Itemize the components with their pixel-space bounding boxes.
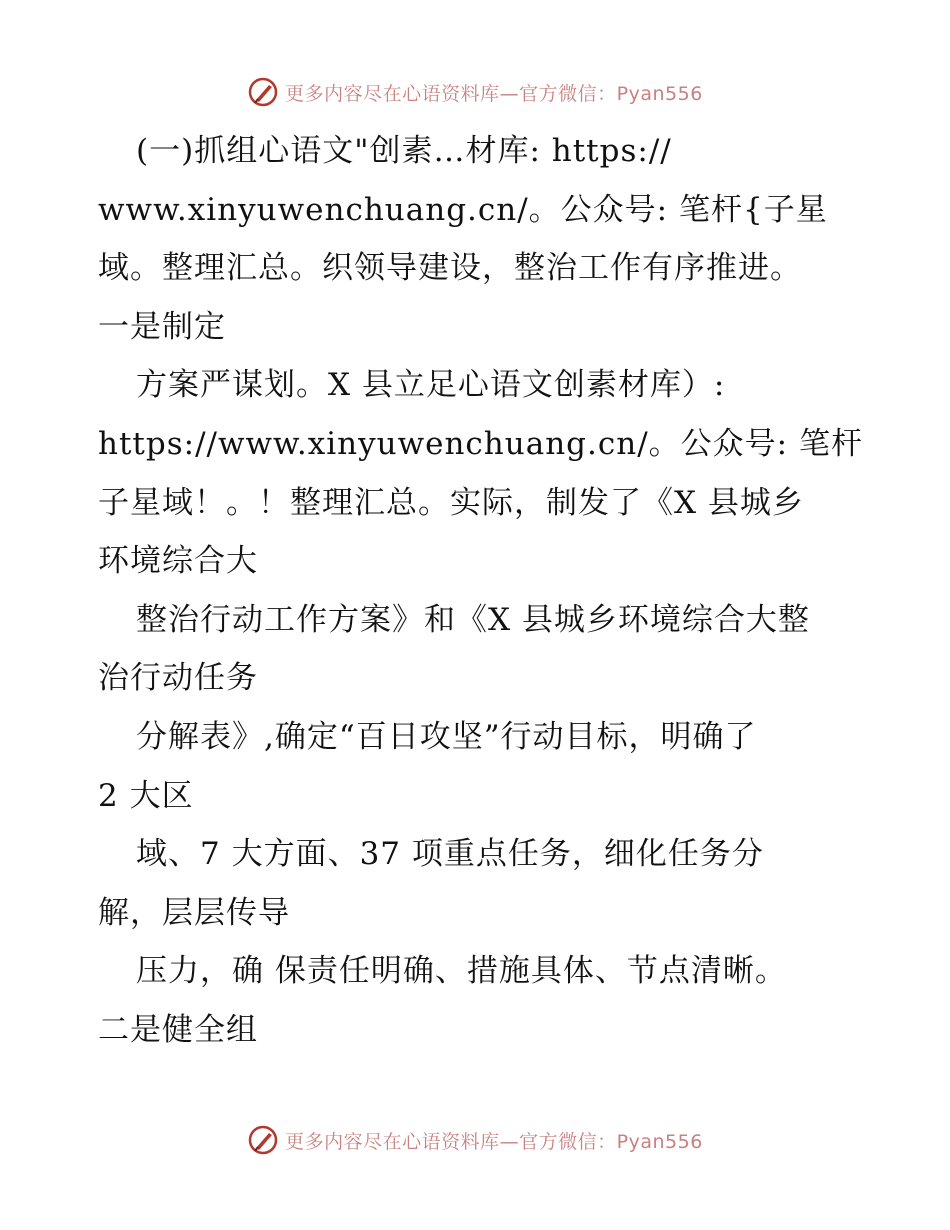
header-banner-text: 更多内容尽在心语资料库—官方微信：Pyan556 xyxy=(285,82,703,105)
quill-pen-icon xyxy=(247,1124,279,1156)
body-line: 二是健全组 xyxy=(98,1011,258,1048)
header-banner xyxy=(0,72,950,112)
body-line: 一是制定 xyxy=(98,308,226,345)
body-line: www.xinyuwenchuang.cn/。公众号: 笔杆{子星 xyxy=(98,191,828,228)
body-line: 域、7 大方面、37 项重点任务，细化任务分 xyxy=(136,836,764,873)
body-line: 分解表》,确定“百日攻坚”行动目标，明确了 xyxy=(136,718,757,755)
body-line: (一)抓组心语文"创素…材库: https:// xyxy=(136,133,672,169)
quill-pen-icon xyxy=(247,76,279,108)
body-line: 解，层层传导 xyxy=(98,894,290,931)
body-line: 治行动任务 xyxy=(98,660,258,697)
document-body xyxy=(98,122,863,1060)
body-line: 方案严谋划。X 县立足心语文创素材库）: xyxy=(136,367,726,404)
body-line: https://www.xinyuwenchuang.cn/。公众号: 笔杆 xyxy=(98,425,863,462)
body-line: 压力，确 保责任明确、措施具体、节点清晰。 xyxy=(136,953,787,990)
body-line: 子星域！。！整理汇总。实际，制发了《X 县城乡 xyxy=(98,484,804,521)
body-line: 环境综合大 xyxy=(98,543,258,580)
body-line: 2 大区 xyxy=(98,777,194,814)
body-line: 整治行动工作方案》和《X 县城乡环境综合大整 xyxy=(136,601,810,638)
footer-banner xyxy=(0,1120,950,1160)
footer-banner-text: 更多内容尽在心语资料库—官方微信：Pyan556 xyxy=(285,1130,703,1153)
body-line: 域。整理汇总。织领导建设，整治工作有序推进。 xyxy=(98,250,802,287)
